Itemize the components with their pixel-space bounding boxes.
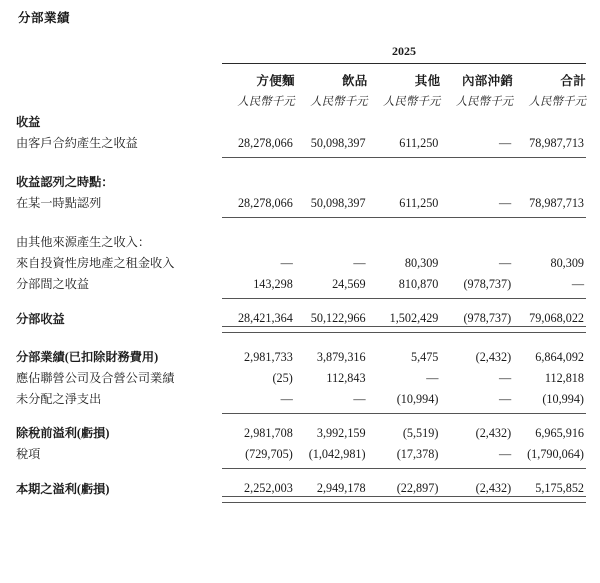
row-value: [295, 229, 368, 250]
column-header-spacer: [16, 64, 222, 90]
row-spacer-cell: [295, 218, 368, 230]
rule-segment: [368, 497, 441, 503]
row-value: [368, 169, 441, 190]
row-value: 3,992,159: [316, 426, 366, 440]
row-value: —: [499, 371, 512, 385]
row-spacer-cell: [440, 333, 513, 345]
row-value: (2,432): [475, 350, 512, 364]
row-spacer-cell: [368, 218, 441, 230]
table-row: [16, 109, 586, 130]
table-row: [16, 229, 586, 250]
column-header-eliminations: 內部沖銷: [461, 74, 514, 88]
row-label: 在某一時點認列: [16, 196, 102, 210]
row-value: (2,432): [475, 481, 512, 495]
rule-spacer: [16, 497, 222, 503]
rule-segment: [222, 497, 295, 503]
row-value: 79,068,022: [529, 311, 584, 325]
column-header-noodles: 方便麵: [256, 74, 295, 88]
row-value: 78,987,713: [529, 196, 584, 210]
table-row: [16, 344, 586, 365]
table-row: [16, 365, 586, 386]
row-value: [222, 109, 295, 130]
row-value: 611,250: [399, 196, 439, 210]
row-spacer-cell: [440, 218, 513, 230]
row-spacer-cell: [513, 218, 586, 230]
row-value: [440, 229, 513, 250]
row-value: 50,098,397: [310, 136, 366, 150]
row-value: 2,949,178: [316, 481, 366, 495]
column-unit-beverages: 人民幣千元: [310, 96, 368, 108]
column-header-row: [16, 64, 586, 90]
row-spacer-cell: [16, 333, 222, 345]
row-spacer-cell: [295, 333, 368, 345]
row-value: (729,705): [245, 447, 293, 461]
row-label: 由其他來源產生之收入：: [16, 235, 151, 249]
segment-results-table: [16, 44, 586, 503]
row-spacer: [16, 158, 586, 170]
row-value: 112,843: [326, 371, 366, 385]
row-spacer-cell: [368, 333, 441, 345]
table-row: [16, 305, 586, 327]
row-value: [295, 169, 368, 190]
row-value: 28,278,066: [237, 136, 293, 150]
row-value: —: [353, 256, 366, 270]
row-spacer-cell: [222, 218, 295, 230]
row-value: [440, 169, 513, 190]
row-spacer: [16, 218, 586, 230]
row-value: —: [499, 256, 512, 270]
row-value: [222, 169, 295, 190]
row-value: [513, 229, 586, 250]
row-value: 78,987,713: [529, 136, 584, 150]
column-header-others: 其他: [414, 74, 441, 88]
row-spacer-cell: [295, 158, 368, 170]
row-spacer-cell: [222, 333, 295, 345]
column-unit-total: 人民幣千元: [528, 96, 586, 108]
row-value: —: [499, 392, 512, 406]
table-row: [16, 475, 586, 497]
row-value: (10,994): [396, 392, 439, 406]
row-value: —: [353, 392, 366, 406]
row-value: 80,309: [550, 256, 584, 270]
row-value: [368, 229, 441, 250]
row-spacer-cell: [16, 218, 222, 230]
row-value: (1,790,064): [527, 447, 584, 461]
row-value: 143,298: [253, 277, 293, 291]
row-value: (25): [272, 371, 293, 385]
row-value: [295, 109, 368, 130]
column-header-total: 合計: [560, 74, 586, 88]
row-label: 分部間之收益: [16, 277, 90, 291]
row-value: 80,309: [404, 256, 439, 270]
period-header-row: [16, 44, 586, 62]
row-label: 除稅前溢利(虧損): [16, 426, 110, 440]
row-spacer-cell: [440, 158, 513, 170]
column-unit-noodles: 人民幣千元: [237, 96, 295, 108]
row-value: (978,737): [463, 311, 512, 325]
row-label: 分部收益: [16, 311, 65, 326]
table-row: [16, 420, 586, 441]
row-value: 3,879,316: [316, 350, 366, 364]
table-row: [16, 130, 586, 151]
row-value: —: [571, 277, 584, 291]
row-value: (1,042,981): [308, 447, 366, 461]
row-value: 28,421,364: [237, 311, 293, 325]
table-header: [16, 44, 586, 109]
row-spacer-cell: [222, 158, 295, 170]
row-value: (2,432): [475, 426, 512, 440]
row-value: [440, 109, 513, 130]
row-value: 6,864,092: [535, 350, 584, 364]
row-value: —: [499, 447, 512, 461]
row-label: 應佔聯營公司及合營公司業績: [16, 371, 175, 385]
row-label: 分部業績(已扣除財務費用): [16, 350, 159, 364]
row-value: 611,250: [399, 136, 439, 150]
row-label: 稅項: [16, 447, 41, 461]
row-value: 50,098,397: [310, 196, 366, 210]
table-body: [16, 109, 586, 503]
row-value: 50,122,966: [310, 311, 366, 325]
row-value: (978,737): [463, 277, 512, 291]
row-value: [222, 229, 295, 250]
page-title: 分部業績: [18, 11, 71, 25]
row-value: 810,870: [398, 277, 439, 291]
row-value: —: [499, 136, 512, 150]
row-value: 2,252,003: [244, 481, 293, 495]
column-unit-row: [16, 89, 586, 109]
row-value: 1,502,429: [389, 311, 439, 325]
row-value: (10,994): [542, 392, 584, 406]
table-row: [16, 386, 586, 407]
row-label: 未分配之淨支出: [16, 392, 102, 406]
row-value: —: [280, 256, 293, 270]
row-spacer-cell: [513, 158, 586, 170]
row-spacer-cell: [368, 158, 441, 170]
row-value: 28,278,066: [237, 196, 293, 210]
column-unit-others: 人民幣千元: [382, 96, 441, 108]
period-header-spacer: [16, 44, 222, 62]
row-value: (5,519): [402, 426, 439, 440]
column-unit-eliminations: 人民幣千元: [455, 96, 514, 108]
row-value: (17,378): [396, 447, 439, 461]
row-value: —: [280, 392, 293, 406]
table-row: [16, 169, 586, 190]
row-value: (22,897): [396, 481, 439, 495]
row-value: —: [499, 196, 512, 210]
row-value: 112,818: [544, 371, 584, 385]
row-label: 收益認列之時點：: [16, 175, 114, 189]
column-unit-spacer: [16, 89, 222, 109]
row-value: [368, 109, 441, 130]
rule-segment: [513, 497, 586, 503]
row-label: 來自投資性房地產之租金收入: [16, 256, 175, 270]
row-value: 24,569: [332, 277, 366, 291]
column-header-beverages: 飲品: [341, 74, 368, 88]
row-value: 2,981,708: [244, 426, 293, 440]
row-double-rule: [16, 497, 586, 503]
row-value: [513, 109, 586, 130]
row-label: 收益: [16, 115, 41, 129]
row-value: 5,475: [410, 350, 439, 364]
row-value: —: [426, 371, 439, 385]
table-row: [16, 441, 586, 462]
row-value: 6,965,916: [535, 426, 584, 440]
period-header-year: 2025: [392, 44, 416, 58]
row-value: [513, 169, 586, 190]
table-row: [16, 190, 586, 211]
rule-segment: [295, 497, 368, 503]
row-spacer-cell: [16, 158, 222, 170]
rule-segment: [440, 497, 513, 503]
row-spacer-cell: [513, 333, 586, 345]
row-label: 本期之溢利(虧損): [16, 481, 110, 496]
table-row: [16, 250, 586, 271]
table-row: [16, 271, 586, 292]
row-label: 由客戶合約產生之收益: [16, 136, 138, 150]
row-spacer: [16, 333, 586, 345]
row-value: 5,175,852: [535, 481, 584, 495]
row-value: 2,981,733: [244, 350, 293, 364]
